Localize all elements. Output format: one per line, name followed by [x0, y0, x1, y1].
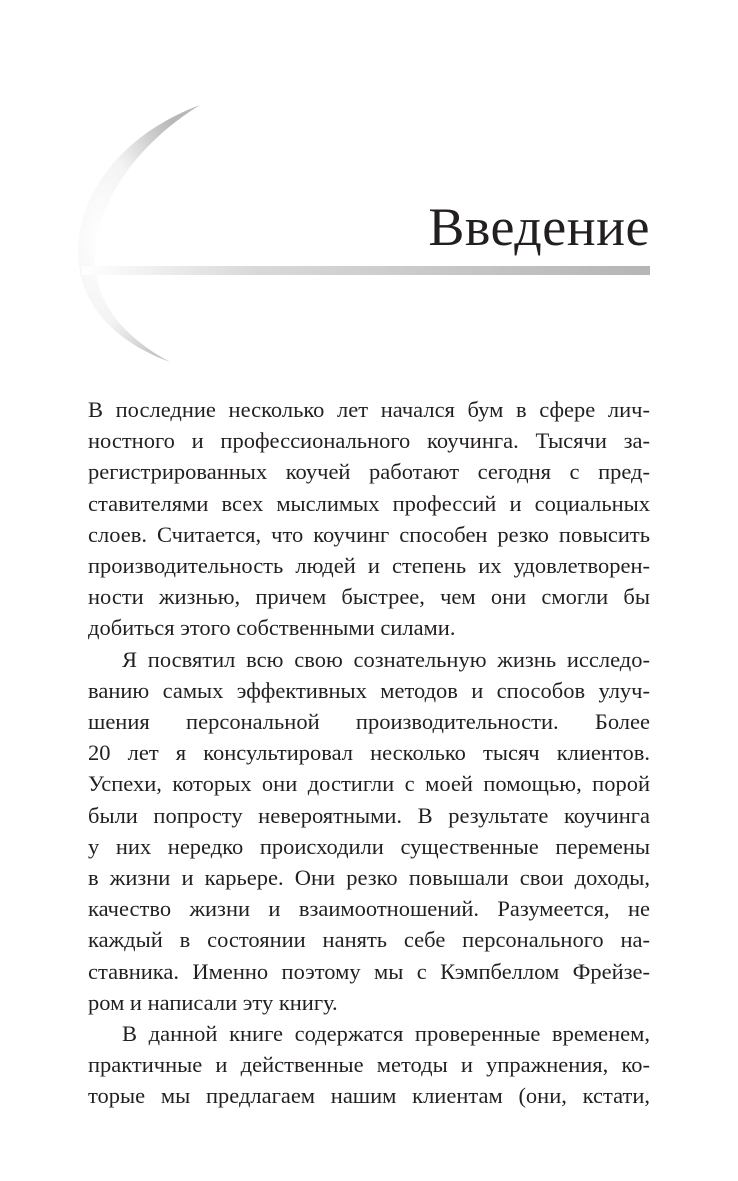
paragraph-1 [88, 394, 650, 644]
text-line: Успехи, которых они достигли с моей помощью, порой [88, 771, 650, 797]
text-line: ставника. Именно поэтому мы с Кэмпбеллом Фрейзе- [88, 958, 650, 984]
text-line: торые мы предлагаем нашим клиентам (они, кстати, [88, 1083, 650, 1109]
text-line: В данной книге содержатся проверенные временем, [122, 1021, 650, 1047]
text-line: добиться этого собственными силами. [88, 615, 456, 641]
text-line: практичные и действенные методы и упражнения, ко- [88, 1052, 650, 1078]
text-line: шения персональной производительности. Более [88, 709, 650, 735]
paragraph-2 [88, 644, 650, 1018]
text-line: регистрированных коучей работают сегодня с пред- [88, 459, 650, 485]
chapter-title: Введение [428, 197, 650, 257]
text-line: ванию самых эффективных методов и способов улуч- [88, 677, 650, 703]
text-line: ности жизнью, причем быстрее, чем они смогли бы [88, 584, 650, 610]
text-line: были попросту невероятными. В результате коучинга [88, 802, 650, 828]
text-line: каждый в состоянии нанять себе персонального на- [88, 927, 650, 953]
text-line: в жизни и карьере. Они резко повышали свои доходы, [88, 865, 650, 891]
text-line: Я посвятил всю свою сознательную жизнь исследо- [122, 646, 650, 672]
chapter-body-text [88, 394, 650, 1112]
text-line: ром и написали эту книгу. [88, 989, 338, 1015]
paragraph-3 [88, 1018, 650, 1112]
text-line: ностного и профессионального коучинга. Тысячи за- [88, 428, 650, 454]
text-line: 20 лет я консультировал несколько тысяч клиентов. [88, 740, 650, 766]
text-line: у них нередко происходили существенные перемены [88, 833, 650, 859]
text-line: производительность людей и степень их удовлетворен- [88, 553, 650, 579]
text-line: слоев. Считается, что коучинг способен резко повысить [88, 521, 650, 547]
text-line: В последние несколько лет начался бум в сфере лич- [88, 397, 650, 422]
text-line: ставителями всех мыслимых профессий и социальных [88, 490, 650, 516]
text-line: качество жизни и взаимоотношений. Разумеется, не [88, 896, 650, 922]
